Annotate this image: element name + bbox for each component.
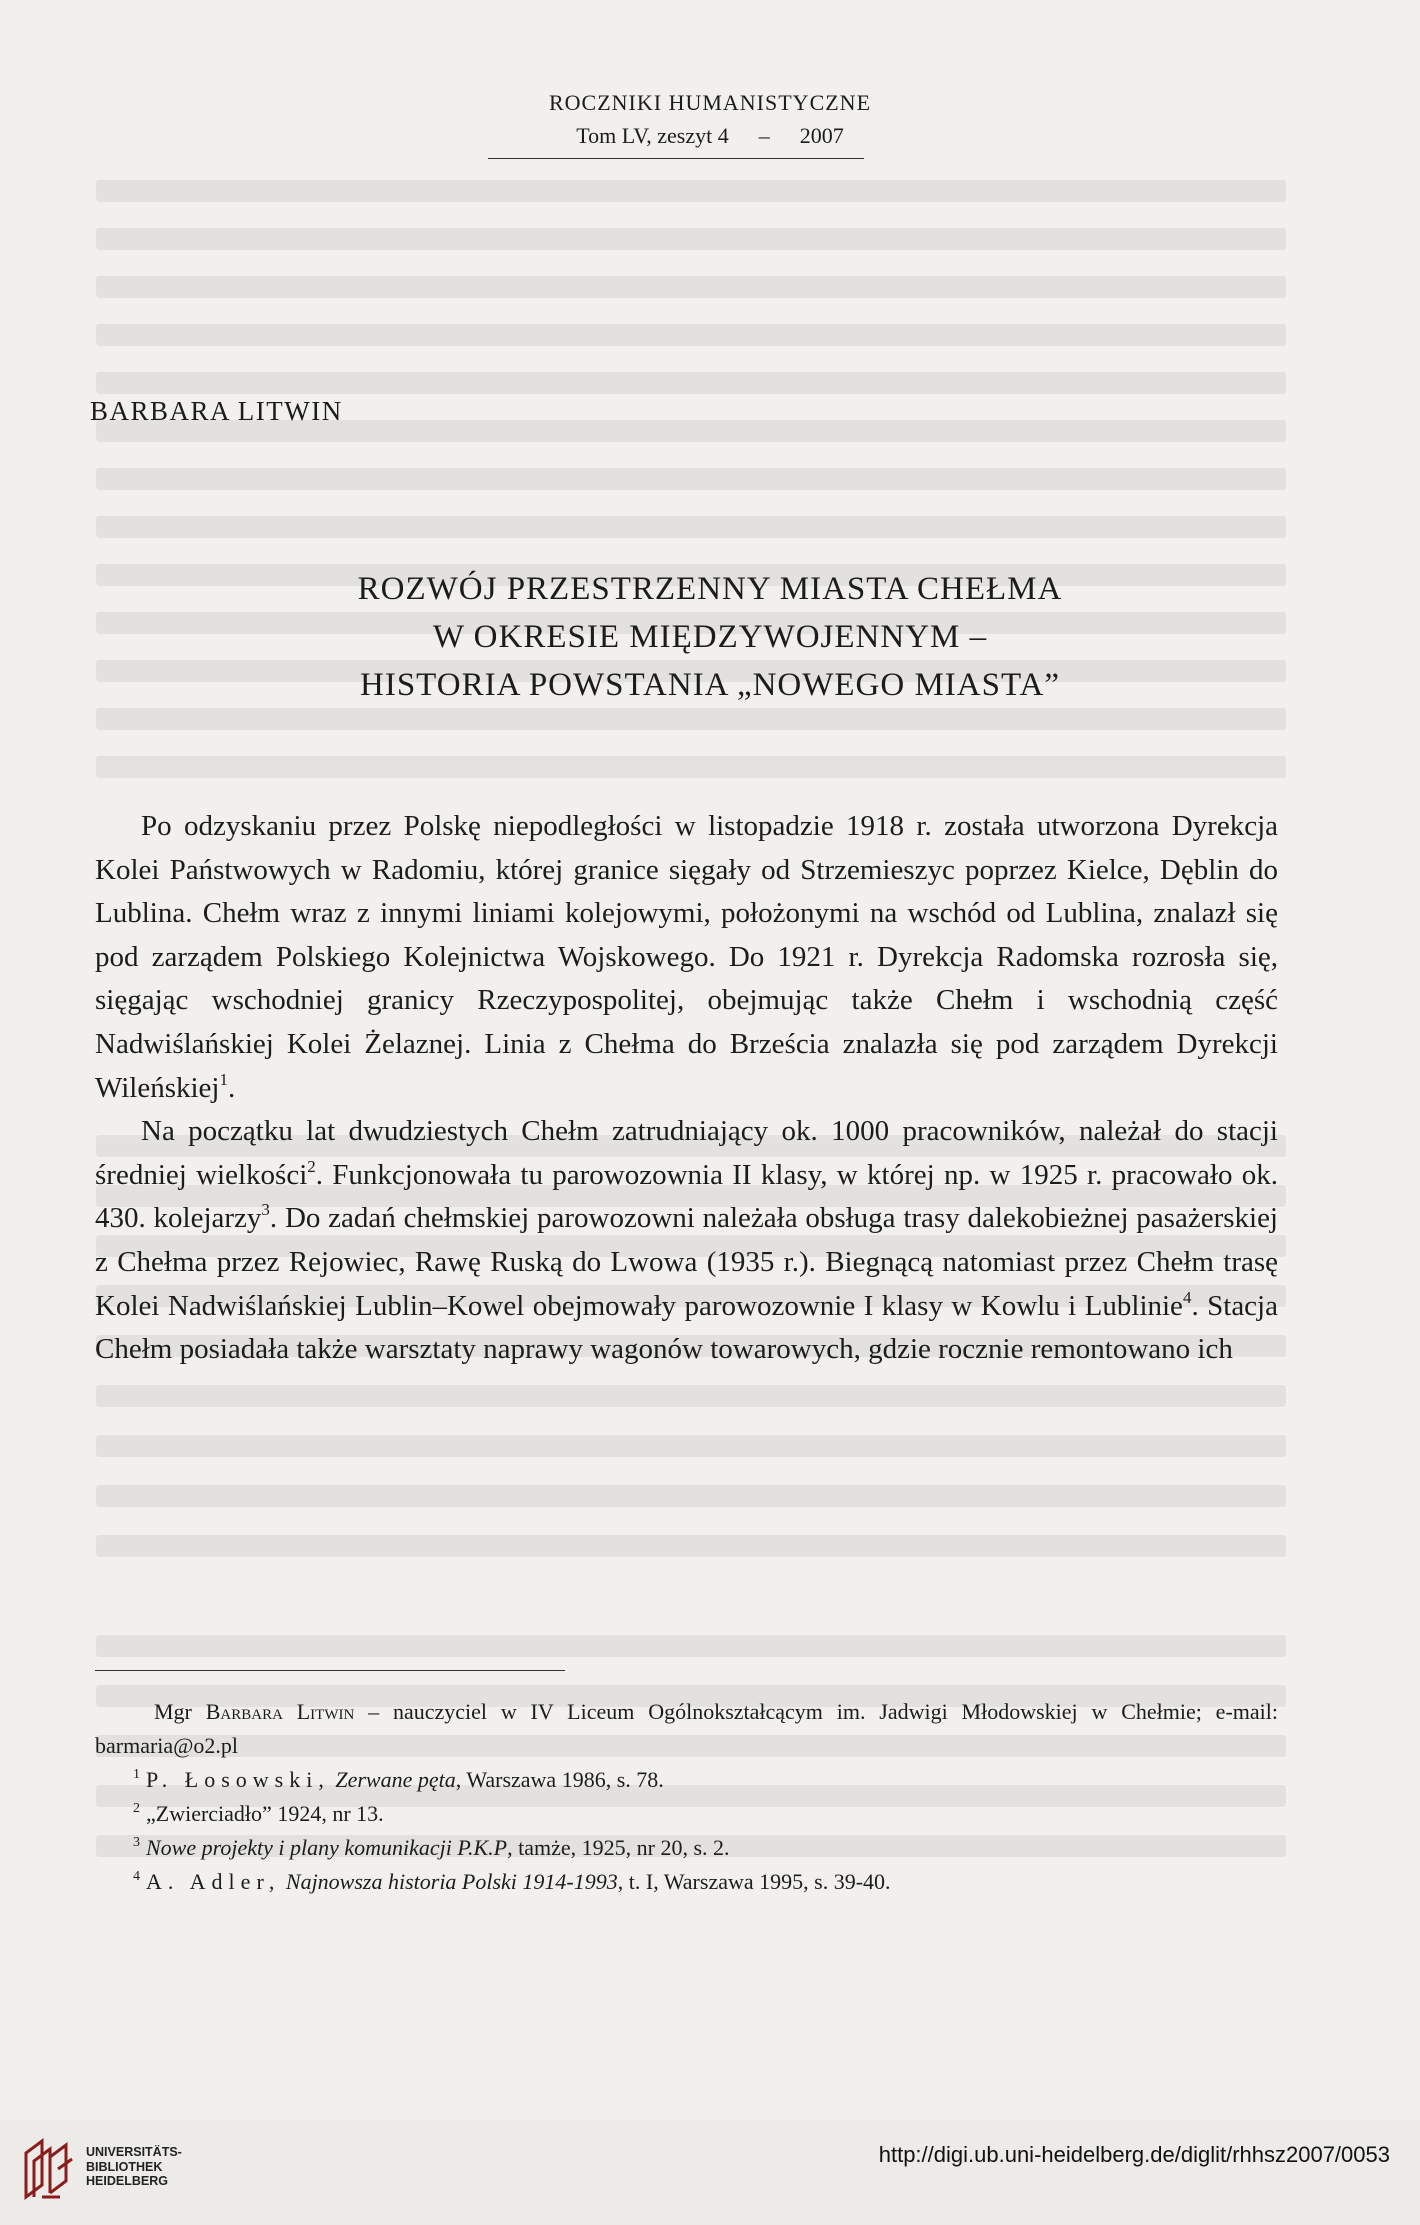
footnote-4 <box>95 1865 1278 1899</box>
article-title <box>0 565 1420 709</box>
article-author: BARBARA LITWIN <box>90 396 343 426</box>
footnote-1-number: 1 <box>133 1767 140 1782</box>
paragraph-1 <box>95 805 1278 1110</box>
issue-dash: – <box>758 123 770 148</box>
footnote-ref-4: 4 <box>1182 1287 1192 1307</box>
footnote-2-text: „Zwierciadło” 1924, nr 13. <box>146 1801 384 1826</box>
affiliation-prefix: Mgr <box>154 1699 206 1724</box>
header-rule <box>488 158 864 159</box>
footnote-1 <box>95 1763 1278 1797</box>
footnote-3-number: 3 <box>133 1835 140 1850</box>
article-body <box>95 805 1278 1372</box>
library-name-line-2: BIBLIOTHEK <box>86 2159 163 2174</box>
issue-year: 2007 <box>799 123 844 148</box>
footnote-ref-3: 3 <box>261 1200 270 1220</box>
digitization-footer <box>0 2120 1420 2225</box>
issue-line <box>0 123 1420 149</box>
paragraph-2-text-c: . Do zadań chełmskiej parowozowni należała obsługa trasy dalekobieżnej pasażerskiej z Chełma przez Rejowiec, Rawę Ruską do Lwowa (1935 r.). Biegnącą natomiast przez Chełm trasę Kolei Nadwiślańskiej Lublin–Kowel obejmowały parowozownie I klasy w Kowlu i Lublinie <box>95 1202 1278 1322</box>
volume-issue: Tom LV, zeszyt 4 <box>576 123 729 148</box>
paragraph-2-text-d: . Stacja Chełm posiadała także warsztaty naprawy wagonów towarowych, gdzie rocznie remontowano ich <box>95 1289 1278 1366</box>
title-line-1: ROZWÓJ PRZESTRZENNY MIASTA CHEŁMA <box>357 571 1063 607</box>
journal-title: ROCZNIKI HUMANISTYCZNE <box>548 90 872 115</box>
author-affiliation <box>95 1695 1278 1763</box>
footnote-4-title: Najnowsza historia Polski 1914-1993 <box>285 1869 618 1894</box>
footnote-2 <box>95 1797 1278 1831</box>
footnote-1-title: Zerwane pęta <box>335 1767 456 1792</box>
footnote-1-rest: , Warszawa 1986, s. 78. <box>455 1767 664 1792</box>
title-line-2: W OKRESIE MIĘDZYWOJENNYM – <box>432 619 988 655</box>
paragraph-1-end: . <box>227 1071 236 1104</box>
library-name <box>86 2145 182 2189</box>
footnote-1-author: P. Łosowski, <box>146 1767 330 1792</box>
paragraph-2 <box>95 1110 1278 1372</box>
footnote-ref-2: 2 <box>307 1156 316 1176</box>
footnote-3-title: Nowe projekty i plany komunikacji P.K.P <box>146 1835 508 1860</box>
affiliation-name: Barbara Litwin <box>205 1699 355 1724</box>
library-logo-icon <box>20 2135 78 2203</box>
source-url-link[interactable]: http://digi.ub.uni-heidelberg.de/diglit/rhhsz2007/0053 <box>878 2142 1390 2167</box>
footnote-ref-1: 1 <box>219 1069 228 1089</box>
footnotes <box>95 1695 1278 1899</box>
footnote-4-rest: , t. I, Warszawa 1995, s. 39-40. <box>617 1869 891 1894</box>
paragraph-2-text-a: Na początku lat dwudziestych Chełm zatrudniający ok. 1000 pracowników, należał do stacji średniej wielkości <box>95 1115 1278 1191</box>
footnote-rule <box>95 1670 565 1671</box>
paragraph-2-text-b: . Funkcjonowała tu parowozownia II klasy, w której np. w 1925 r. pracowało ok. 430. kolejarzy <box>95 1158 1278 1235</box>
footnote-3 <box>95 1831 1278 1865</box>
paragraph-1-text: Po odzyskaniu przez Polskę niepodległości w listopadzie 1918 r. została utworzona Dyrekcja Kolei Państwowych w Radomiu, której granice sięgały od Strzemieszyc poprzez Kielce, Dęblin do Lublina. Chełm wraz z innymi liniami kolejowymi, położonymi na wschód od Lublina, znalazł się pod zarządem Polskiego Kolejnictwa Wojskowego. Do 1921 r. Dyrekcja Radomska rozrosła się, sięgając wschodniej granicy Rzeczypospolitej, obejmując także Chełm i wschodnią część Nadwiślańskiej Kolei Żelaznej. Linia z Chełma do Brześcia znalazła się pod zarządem Dyrekcji Wileńskiej <box>95 810 1278 1104</box>
footnote-4-number: 4 <box>133 1869 140 1884</box>
library-name-line-3: HEIDELBERG <box>86 2174 168 2188</box>
affiliation-text: – nauczyciel w IV Liceum Ogólnokształcącym im. Jadwigi Młodowskiej w Chełmie; e-mail: barmaria@o2.pl <box>95 1699 1278 1758</box>
footnote-2-number: 2 <box>133 1801 140 1816</box>
library-name-line-1: UNIVERSITÄTS- <box>86 2145 182 2159</box>
footnote-4-author: A. Adler, <box>146 1869 281 1894</box>
footnote-3-rest: , tamże, 1925, nr 20, s. 2. <box>507 1835 730 1860</box>
title-line-3: HISTORIA POWSTANIA „NOWEGO MIASTA” <box>360 667 1060 703</box>
